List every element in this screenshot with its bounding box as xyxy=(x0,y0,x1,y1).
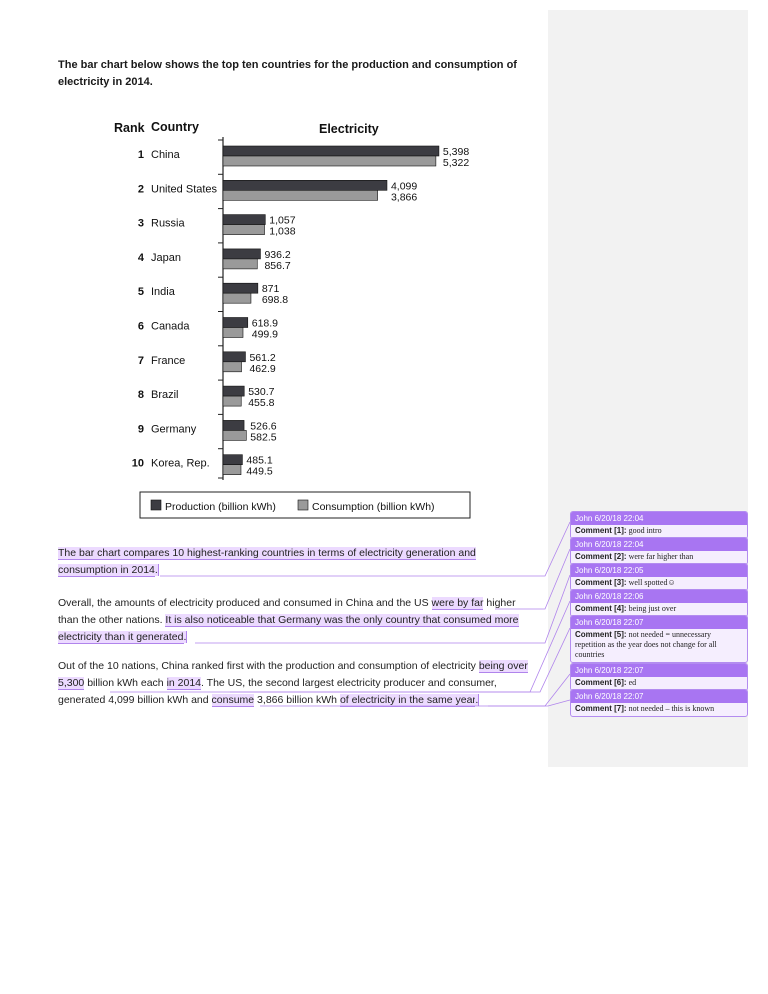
chart-data-label-production: 1,057 xyxy=(269,214,296,227)
chart-data-label-consumption: 5,322 xyxy=(442,157,470,169)
paragraph-details-text: Out of the 10 nations, China ranked first with the production and consumption of electricity xyxy=(58,660,479,672)
chart-rank-label: 8 xyxy=(137,389,144,402)
chart-country-label: France xyxy=(151,354,186,367)
chart-bar-production xyxy=(223,318,248,328)
comment-1-label: Comment [1]: xyxy=(575,526,627,535)
chart-bar-production xyxy=(223,146,439,156)
chart-bar-production xyxy=(223,215,265,225)
comment-6[interactable] xyxy=(570,663,748,691)
comment-7-meta: John 6/20/18 22:07 xyxy=(571,690,747,703)
comment-1-meta: John 6/20/18 22:04 xyxy=(571,512,747,525)
chart-rank-label: 9 xyxy=(137,423,144,436)
comment-anchor-3[interactable]: It is also noticeable that Germany was the only country that consumed more electricity than it generated xyxy=(58,614,519,643)
paragraph-overview[interactable] xyxy=(58,595,538,646)
chart-data-label-consumption: 1,038 xyxy=(269,225,296,238)
comment-anchor-1[interactable]: The bar chart compares 10 highest-ranking countries in terms of electricity generation and consumption in 2014 xyxy=(58,547,476,576)
paragraph-details-text: 3,866 billion kWh xyxy=(254,694,340,706)
comment-anchor-5[interactable]: in 2014 xyxy=(166,677,202,689)
paragraph-overview-text: Overall, the amounts of electricity produced and consumed in China and the US xyxy=(58,597,432,609)
chart-legend-label-consumption: Consumption (billion kWh) xyxy=(312,501,435,513)
comment-5-meta: John 6/20/18 22:07 xyxy=(571,616,747,629)
chart-rank-label: 2 xyxy=(137,183,144,196)
comment-2-meta: John 6/20/18 22:04 xyxy=(571,538,747,551)
chart-data-label-production: 485.1 xyxy=(246,454,273,467)
comment-4[interactable] xyxy=(570,589,748,617)
chart-header-country: Country xyxy=(151,120,199,134)
comment-4-text: being just over xyxy=(628,604,677,613)
comment-4-meta: John 6/20/18 22:06 xyxy=(571,590,747,603)
chart-rank-label: 6 xyxy=(137,320,144,333)
chart-country-label: Germany xyxy=(151,423,197,436)
comment-2[interactable] xyxy=(570,537,748,565)
comment-3-text: well spotted☺ xyxy=(628,578,676,587)
comment-6-text: ed xyxy=(628,678,637,687)
chart-bar-consumption xyxy=(223,328,243,338)
comment-7-text: not needed – this is known xyxy=(628,704,715,713)
comment-5-label: Comment [5]: xyxy=(575,630,627,639)
chart-rank-label: 5 xyxy=(137,286,144,299)
chart-bar-consumption xyxy=(223,190,378,200)
chart-legend-label-production: Production (billion kWh) xyxy=(165,501,276,513)
document-heading: The bar chart below shows the top ten countries for the production and consumption of electricity in 2014. xyxy=(58,59,517,88)
chart-rank-label: 3 xyxy=(137,217,144,230)
comment-3-label: Comment [3]: xyxy=(575,578,627,587)
paragraph-overview-text: higher than the other nations. xyxy=(58,597,516,626)
chart-bar-consumption xyxy=(223,225,265,235)
chart-country-label: Brazil xyxy=(151,389,179,402)
chart-country-label: Canada xyxy=(151,320,190,333)
chart-rank-label: 1 xyxy=(137,149,144,161)
comment-anchor-6[interactable]: consume xyxy=(211,694,255,706)
chart-bar-consumption xyxy=(223,293,251,303)
chart-country-label: United States xyxy=(151,183,218,196)
chart-rank-label: 7 xyxy=(137,354,144,367)
electricity-bar-chart xyxy=(110,112,490,527)
chart-rank-label: 4 xyxy=(137,251,144,264)
paragraph-details-text: billion kWh each xyxy=(84,677,167,689)
comment-anchor-4[interactable]: being over 5,300 xyxy=(58,660,528,689)
comment-anchor-7[interactable]: of electricity in the same year xyxy=(339,694,476,706)
comment-5-body xyxy=(571,629,747,662)
chart-data-label-production: 936.2 xyxy=(264,248,291,261)
chart-data-label-consumption: 856.7 xyxy=(264,259,291,272)
chart-data-label-consumption: 462.9 xyxy=(249,362,276,375)
chart-bar-consumption xyxy=(223,430,246,440)
chart-bar-consumption xyxy=(223,259,257,269)
chart-data-label-production: 871 xyxy=(261,283,280,296)
chart-bar-production xyxy=(223,283,258,293)
chart-bar-production xyxy=(223,180,387,190)
chart-country-label: Japan xyxy=(151,251,181,264)
chart-data-label-production: 530.7 xyxy=(248,386,275,399)
chart-country-label: Russia xyxy=(151,217,185,230)
comment-3-meta: John 6/20/18 22:05 xyxy=(571,564,747,577)
comment-5-text: not needed = unnecessary repetition as the year does not change for all countries xyxy=(575,630,717,659)
comment-2-label: Comment [2]: xyxy=(575,552,627,561)
chart-legend-swatch-consumption xyxy=(298,500,308,510)
chart-bar-consumption xyxy=(223,156,436,166)
paragraph-details-end: . xyxy=(475,694,479,706)
comment-7-label: Comment [7]: xyxy=(575,704,627,713)
chart-title: Electricity xyxy=(319,122,379,136)
comment-anchor-2[interactable]: were by far xyxy=(431,597,484,609)
chart-data-label-consumption: 449.5 xyxy=(246,465,273,478)
chart-data-label-consumption: 698.8 xyxy=(261,294,289,307)
paragraph-overview-end: . xyxy=(183,631,187,643)
chart-header-rank: Rank xyxy=(114,121,145,135)
chart-data-label-production: 5,398 xyxy=(442,146,470,158)
chart-country-label: India xyxy=(151,286,175,299)
comment-2-text: were far higher than xyxy=(628,552,694,561)
comment-1[interactable] xyxy=(570,511,748,539)
chart-rank-label: 10 xyxy=(131,457,144,470)
chart-legend-swatch-production xyxy=(151,500,161,510)
chart-data-label-consumption: 499.9 xyxy=(251,328,279,341)
paragraph-details[interactable] xyxy=(58,658,538,709)
chart-data-label-production: 526.6 xyxy=(250,420,277,433)
paragraph-details-text: . The US, the second largest electricity producer and consumer, generated 4,099 billion kWh and xyxy=(58,677,497,706)
chart-data-label-consumption: 455.8 xyxy=(248,397,275,410)
comment-7[interactable] xyxy=(570,689,748,717)
chart-country-label: China xyxy=(151,149,180,161)
chart-bar-production xyxy=(223,455,242,465)
comment-1-text: good intro xyxy=(628,526,662,535)
comment-7-body xyxy=(571,703,747,716)
comment-5[interactable] xyxy=(570,615,748,663)
chart-bar-production xyxy=(223,420,244,430)
comment-6-label: Comment [6]: xyxy=(575,678,627,687)
chart-data-label-production: 4,099 xyxy=(390,180,418,193)
comment-6-meta: John 6/20/18 22:07 xyxy=(571,664,747,677)
chart-bar-production xyxy=(223,249,260,259)
chart-data-label-consumption: 3,866 xyxy=(390,191,418,204)
chart-data-label-production: 618.9 xyxy=(251,317,279,330)
comment-3[interactable] xyxy=(570,563,748,591)
chart-country-label: Korea, Rep. xyxy=(151,457,210,470)
chart-bar-consumption xyxy=(223,362,242,372)
chart-data-label-consumption: 582.5 xyxy=(250,431,277,444)
chart-svg xyxy=(110,112,490,527)
chart-data-label-production: 561.2 xyxy=(249,351,276,364)
chart-bar-production xyxy=(223,386,244,396)
paragraph-intro[interactable] xyxy=(58,545,538,579)
paragraph-intro-end: . xyxy=(154,564,158,576)
chart-bar-production xyxy=(223,352,245,362)
chart-bar-consumption xyxy=(223,396,241,406)
chart-bar-consumption xyxy=(223,465,241,475)
comment-4-label: Comment [4]: xyxy=(575,604,627,613)
